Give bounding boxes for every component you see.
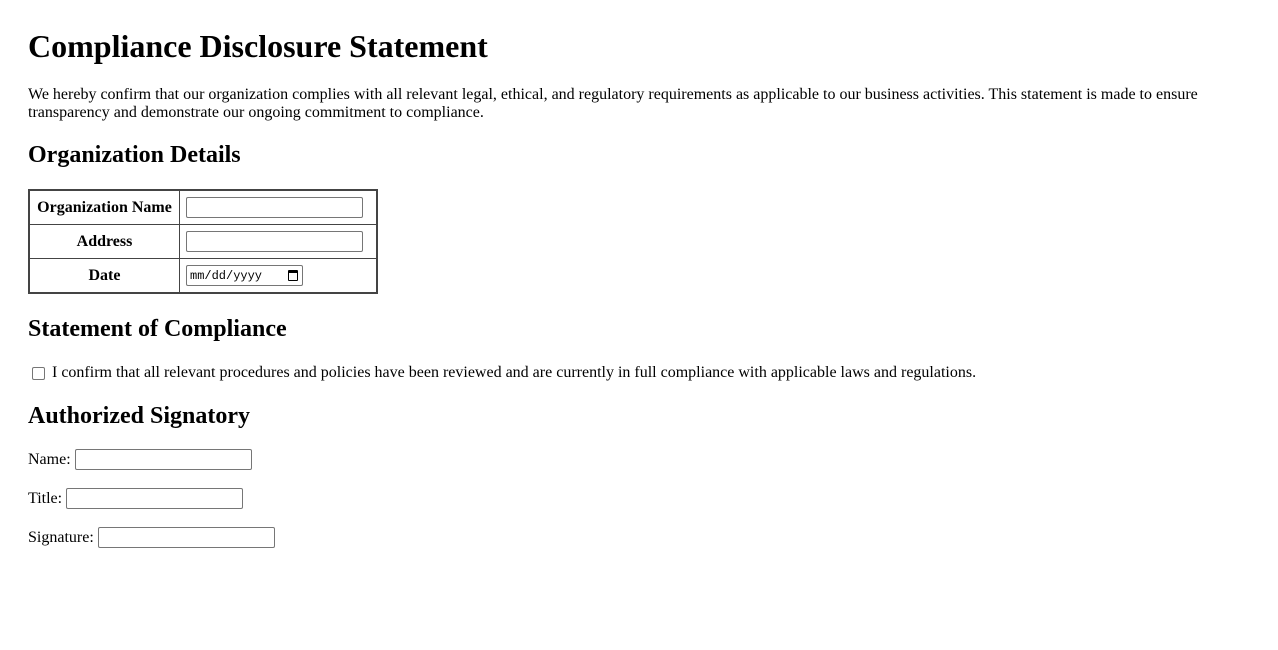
table-row [29,225,377,259]
signatory-title-label: Title: [28,489,63,507]
signatory-title-row [28,488,243,509]
org-details-heading: Organization Details [28,142,241,168]
signature-label: Signature: [28,528,94,546]
signature-row [28,527,275,548]
table-row [29,190,377,225]
statement-heading: Statement of Compliance [28,316,287,342]
calendar-icon[interactable] [288,270,298,281]
date-label: Date [29,259,180,294]
org-name-input[interactable] [186,197,363,218]
date-input[interactable] [186,265,303,286]
table-row [29,259,377,294]
date-cell [180,259,378,294]
org-name-cell [180,190,378,225]
signatory-name-label: Name: [28,450,71,468]
signature-input[interactable] [98,527,275,548]
signatory-heading: Authorized Signatory [28,403,250,429]
org-details-table [28,189,378,294]
page-title: Compliance Disclosure Statement [28,28,488,64]
intro-paragraph: We hereby confirm that our organization complies with all relevant legal, ethical, and regulatory requirements as applicable to our business activities. This statement is made to ensure transparency and demonstrate our ongoing commitment to compliance. [28,86,1198,121]
org-name-label: Organization Name [29,190,180,225]
compliance-checkbox[interactable] [32,367,45,380]
signatory-name-row [28,449,252,470]
signatory-name-input[interactable] [75,449,252,470]
signatory-title-input[interactable] [66,488,243,509]
address-label: Address [29,225,180,259]
address-input[interactable] [186,231,363,252]
compliance-confirmation [32,364,976,382]
compliance-checkbox-label[interactable]: I confirm that all relevant procedures and policies have been reviewed and are currently in full compliance with applicable laws and regulations. [52,364,977,381]
address-cell [180,225,378,259]
date-placeholder: mm/dd/yyyy [190,268,263,283]
